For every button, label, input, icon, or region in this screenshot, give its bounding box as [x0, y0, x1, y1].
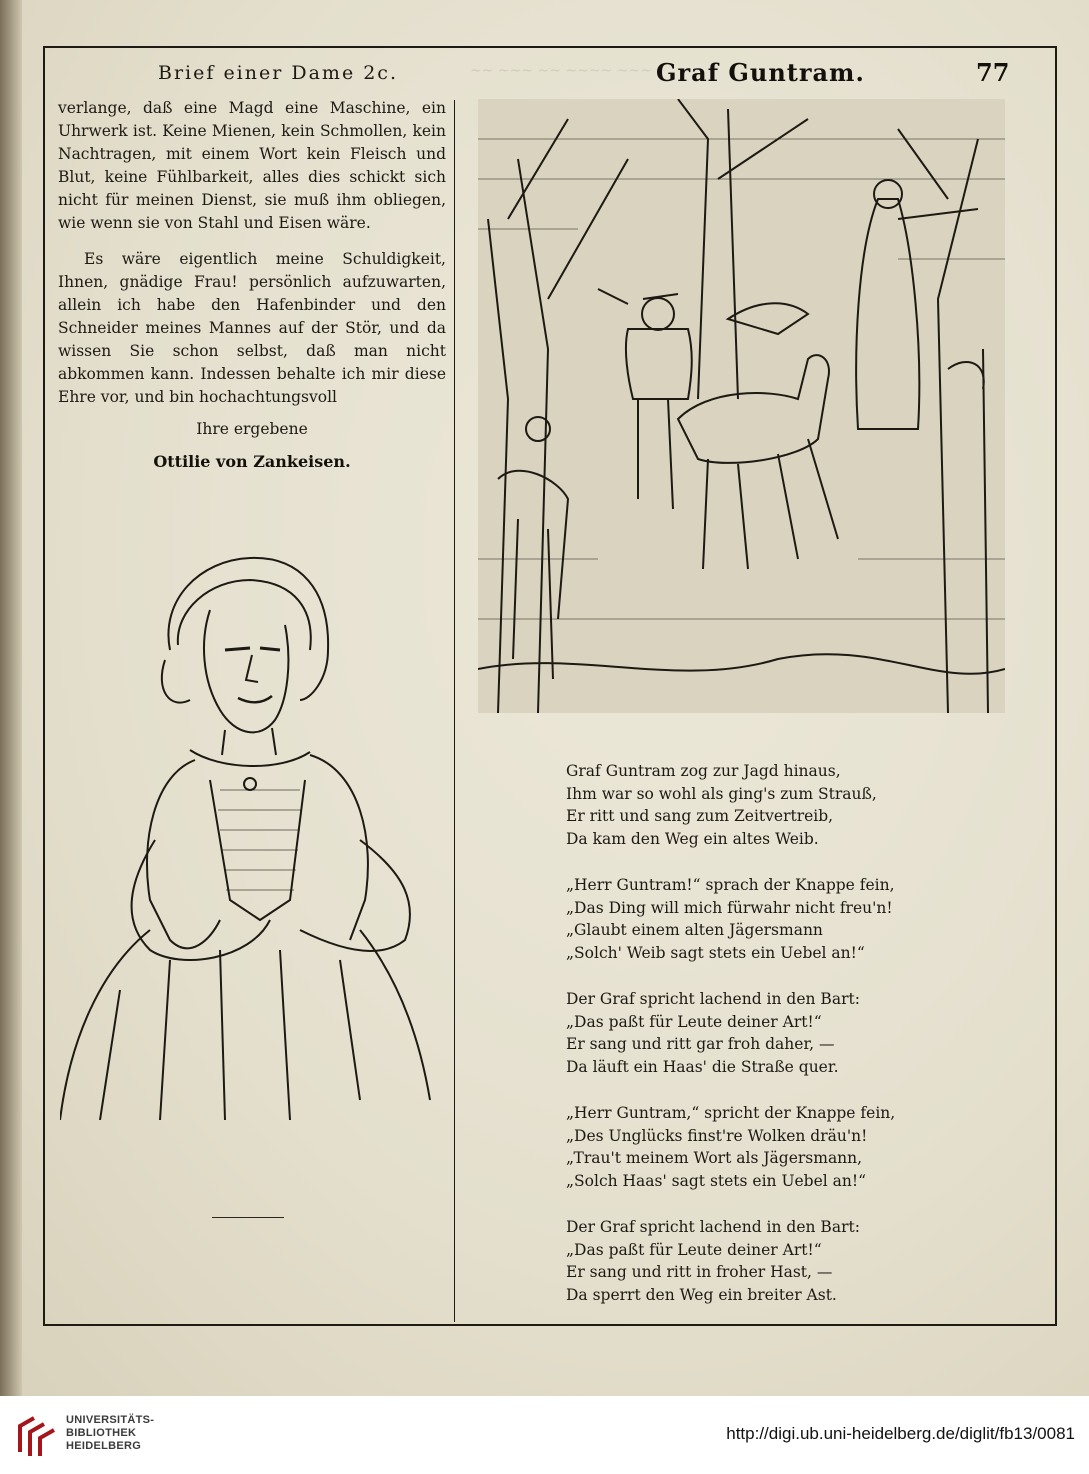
poem-line: Er sang und ritt gar froh daher, — [566, 1035, 835, 1053]
permalink-url[interactable]: http://digi.ub.uni-heidelberg.de/diglit/fb13/0081 [726, 1424, 1075, 1443]
poem-line: Der Graf spricht lachend in den Bart: [566, 990, 860, 1008]
bleed-through: ~~ ~~~ ~~ ~~~~ ~~~ [470, 63, 653, 79]
poem-line: „Das paßt für Leute deiner Art!“ [566, 1012, 822, 1031]
poem-line: „Trau't meinem Wort als Jägersmann, [566, 1149, 863, 1167]
poem-line: „Solch' Weib sagt stets ein Uebel an!“ [566, 943, 865, 962]
letter-paragraph: verlange, daß eine Magd eine Maschine, ein Uhrwerk ist. Keine Mienen, kein Schmollen, kein Nachtragen, mit einem Wort kein Fleisch und Blut, keine Fühlbarkeit, alles dies schickt sich nicht für meinen Dienst, sie muß ihm obliegen, wie wenn sie von Stahl und Eisen wäre. [58, 99, 446, 233]
poem-text [566, 760, 996, 1330]
column-divider [454, 100, 455, 1322]
poem-line: „Herr Guntram,“ spricht der Knappe fein, [566, 1104, 896, 1122]
closing-rule [212, 1217, 284, 1218]
poem-line: Ihm war so wohl als ging's zum Strauß, [566, 784, 877, 803]
poem-stanza [566, 988, 996, 1078]
hunting-scene-engraving [478, 99, 1005, 713]
poem-stanza [566, 1102, 996, 1192]
letter-text [58, 97, 446, 421]
viewer-footer [0, 1396, 1089, 1474]
poem-stanza [566, 874, 996, 964]
poem-line: Graf Guntram zog zur Jagd hinaus, [566, 762, 841, 780]
poem-line: „Das Ding will mich fürwahr nicht freu'n! [566, 898, 893, 917]
poem-line: Da sperrt den Weg ein breiter Ast. [566, 1285, 837, 1304]
letter-paragraph: Es wäre eigentlich meine Schuldigkeit, Ihnen, gnädige Frau! persönlich aufzuwarten, allein ich habe den Hafenbinder und den Schneider meines Mannes auf der Stör, und da wissen Sie schon selbst, daß man nicht abkommen kann. Indessen behalte ich mir diese Ehre vor, und bin hochachtungsvoll [58, 249, 446, 407]
page-number: 77 [976, 58, 1010, 87]
poem-line: „Glaubt einem alten Jägersmann [566, 921, 823, 939]
woman-portrait-illustration [60, 540, 450, 1120]
poem-line: Da läuft ein Haas' die Straße quer. [566, 1057, 839, 1076]
poem-line: „Das paßt für Leute deiner Art!“ [566, 1240, 822, 1259]
poem-line: „Solch Haas' sagt stets ein Uebel an!“ [566, 1171, 867, 1190]
university-library-logo-icon [12, 1412, 60, 1460]
page-edge [0, 0, 22, 1396]
poem-line: Da kam den Weg ein altes Weib. [566, 829, 819, 848]
running-head: Brief einer Dame 2c. [158, 62, 398, 84]
letter-signature: Ottilie von Zankeisen. [153, 452, 351, 471]
letter-closing: Ihre ergebene [196, 420, 308, 438]
poem-line: Der Graf spricht lachend in den Bart: [566, 1218, 860, 1236]
poem-line: Er sang und ritt in froher Hast, — [566, 1263, 833, 1281]
library-name: UNIVERSITÄTS- BIBLIOTHEK HEIDELBERG [66, 1414, 155, 1452]
poem-line: „Herr Guntram!“ sprach der Knappe fein, [566, 876, 895, 894]
poem-line: Er ritt und sang zum Zeitvertreib, [566, 807, 834, 825]
poem-stanza [566, 760, 996, 850]
poem-stanza [566, 1216, 996, 1306]
poem-line: „Des Unglücks finst're Wolken dräu'n! [566, 1126, 868, 1145]
poem-title: Graf Guntram. [656, 58, 865, 87]
